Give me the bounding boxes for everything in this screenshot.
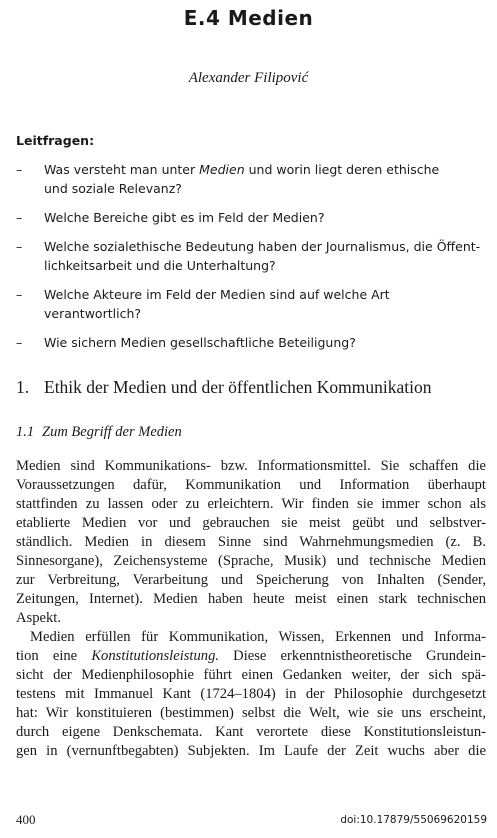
chapter-title: E.4 Medien xyxy=(183,6,314,30)
leitfragen-heading: Leitfragen: xyxy=(16,133,95,148)
list-dash: – xyxy=(16,162,23,177)
list-item: – Was versteht man unter Medien und worin liegt deren ethische und soziale Relevanz? xyxy=(16,162,440,196)
list-dash: – xyxy=(16,287,23,302)
doi-link[interactable]: doi:10.17879/55069620159 xyxy=(340,814,487,826)
list-dash: – xyxy=(16,210,23,225)
text-line: Zeitungen, Internet). Medien haben heute meist einen stark technischen xyxy=(16,591,486,607)
text-line: Sinnesorgane), Zeichensysteme (Sprache, Musik) und technische Medien xyxy=(16,553,486,569)
text-line: ständlich. Medien in diesem Sinne sind Wahrnehmungsmedien (z. B. xyxy=(16,534,486,550)
body-text xyxy=(16,457,486,761)
section-number: 1. xyxy=(16,377,30,397)
text-line: stattfinden zu lassen oder zu erleichtern. Wir finden sie immer schon als xyxy=(16,496,486,512)
list-dash: – xyxy=(16,335,23,350)
section-title: Ethik der Medien und der öffentlichen Kommunikation xyxy=(44,377,432,397)
text-line: tion eine Konstitutionsleistung. Diese erkenntnistheoretische Grundein- xyxy=(16,648,486,664)
emphasis-term: Konstitutionsleistung. xyxy=(91,648,220,664)
text-line: Aspekt. xyxy=(16,610,61,626)
subsection-title: Zum Begriff der Medien xyxy=(42,424,182,440)
list-item: – Welche Akteure im Feld der Medien sind auf welche Art verantwortlich? xyxy=(16,287,390,321)
list-dash: – xyxy=(16,239,23,254)
section-heading xyxy=(16,377,432,398)
subsection-number: 1.1 xyxy=(16,424,35,440)
text-line: Medien sind Kommunikations- bzw. Informationsmittel. Sie schaffen die xyxy=(16,458,486,474)
text-line: Medien erfüllen für Kommunikation, Wissen, Erkennen und Informa- xyxy=(30,629,486,645)
text-line: gen in (vernunftbegabten) Subjekten. Im Laufe der Zeit wuchs aber die xyxy=(16,743,486,759)
subsection-heading xyxy=(16,424,182,441)
list-item: – Welche Bereiche gibt es im Feld der Medien? xyxy=(16,210,325,225)
author-name: Alexander Filipović xyxy=(188,70,309,86)
page-number: 400 xyxy=(16,812,36,827)
text-line: Voraussetzungen dafür, Kommunikation und Information überhaupt xyxy=(16,477,486,493)
leitfragen-list xyxy=(16,160,486,362)
text-line: etablierte Medien vor und gebrauchen sie meist geübt und selbstver- xyxy=(16,515,486,531)
text-line: zur Verbreitung, Verarbeitung und Speicherung von Inhalten (Sender, xyxy=(16,572,486,588)
text-line: hat: Wir konstituieren (bestimmen) selbst die Welt, wie sie uns erscheint, xyxy=(16,705,486,721)
list-item: – Wie sichern Medien gesellschaftliche Beteiligung? xyxy=(16,335,356,350)
text-line: testens mit Immanuel Kant (1724–1804) in der Philosophie durchgesetzt xyxy=(16,686,486,702)
list-item: – Welche sozialethische Bedeutung haben der Journalismus, die Öffent- lichkeitsarbeit und die Unterhaltung? xyxy=(16,239,481,273)
text-line: durch eigene Denkschemata. Kant verortete diese Konstitutionsleistun- xyxy=(16,724,486,740)
text-line: sicht der Medienphilosophie führt einen Gedanken weiter, der sich spä- xyxy=(16,667,486,683)
